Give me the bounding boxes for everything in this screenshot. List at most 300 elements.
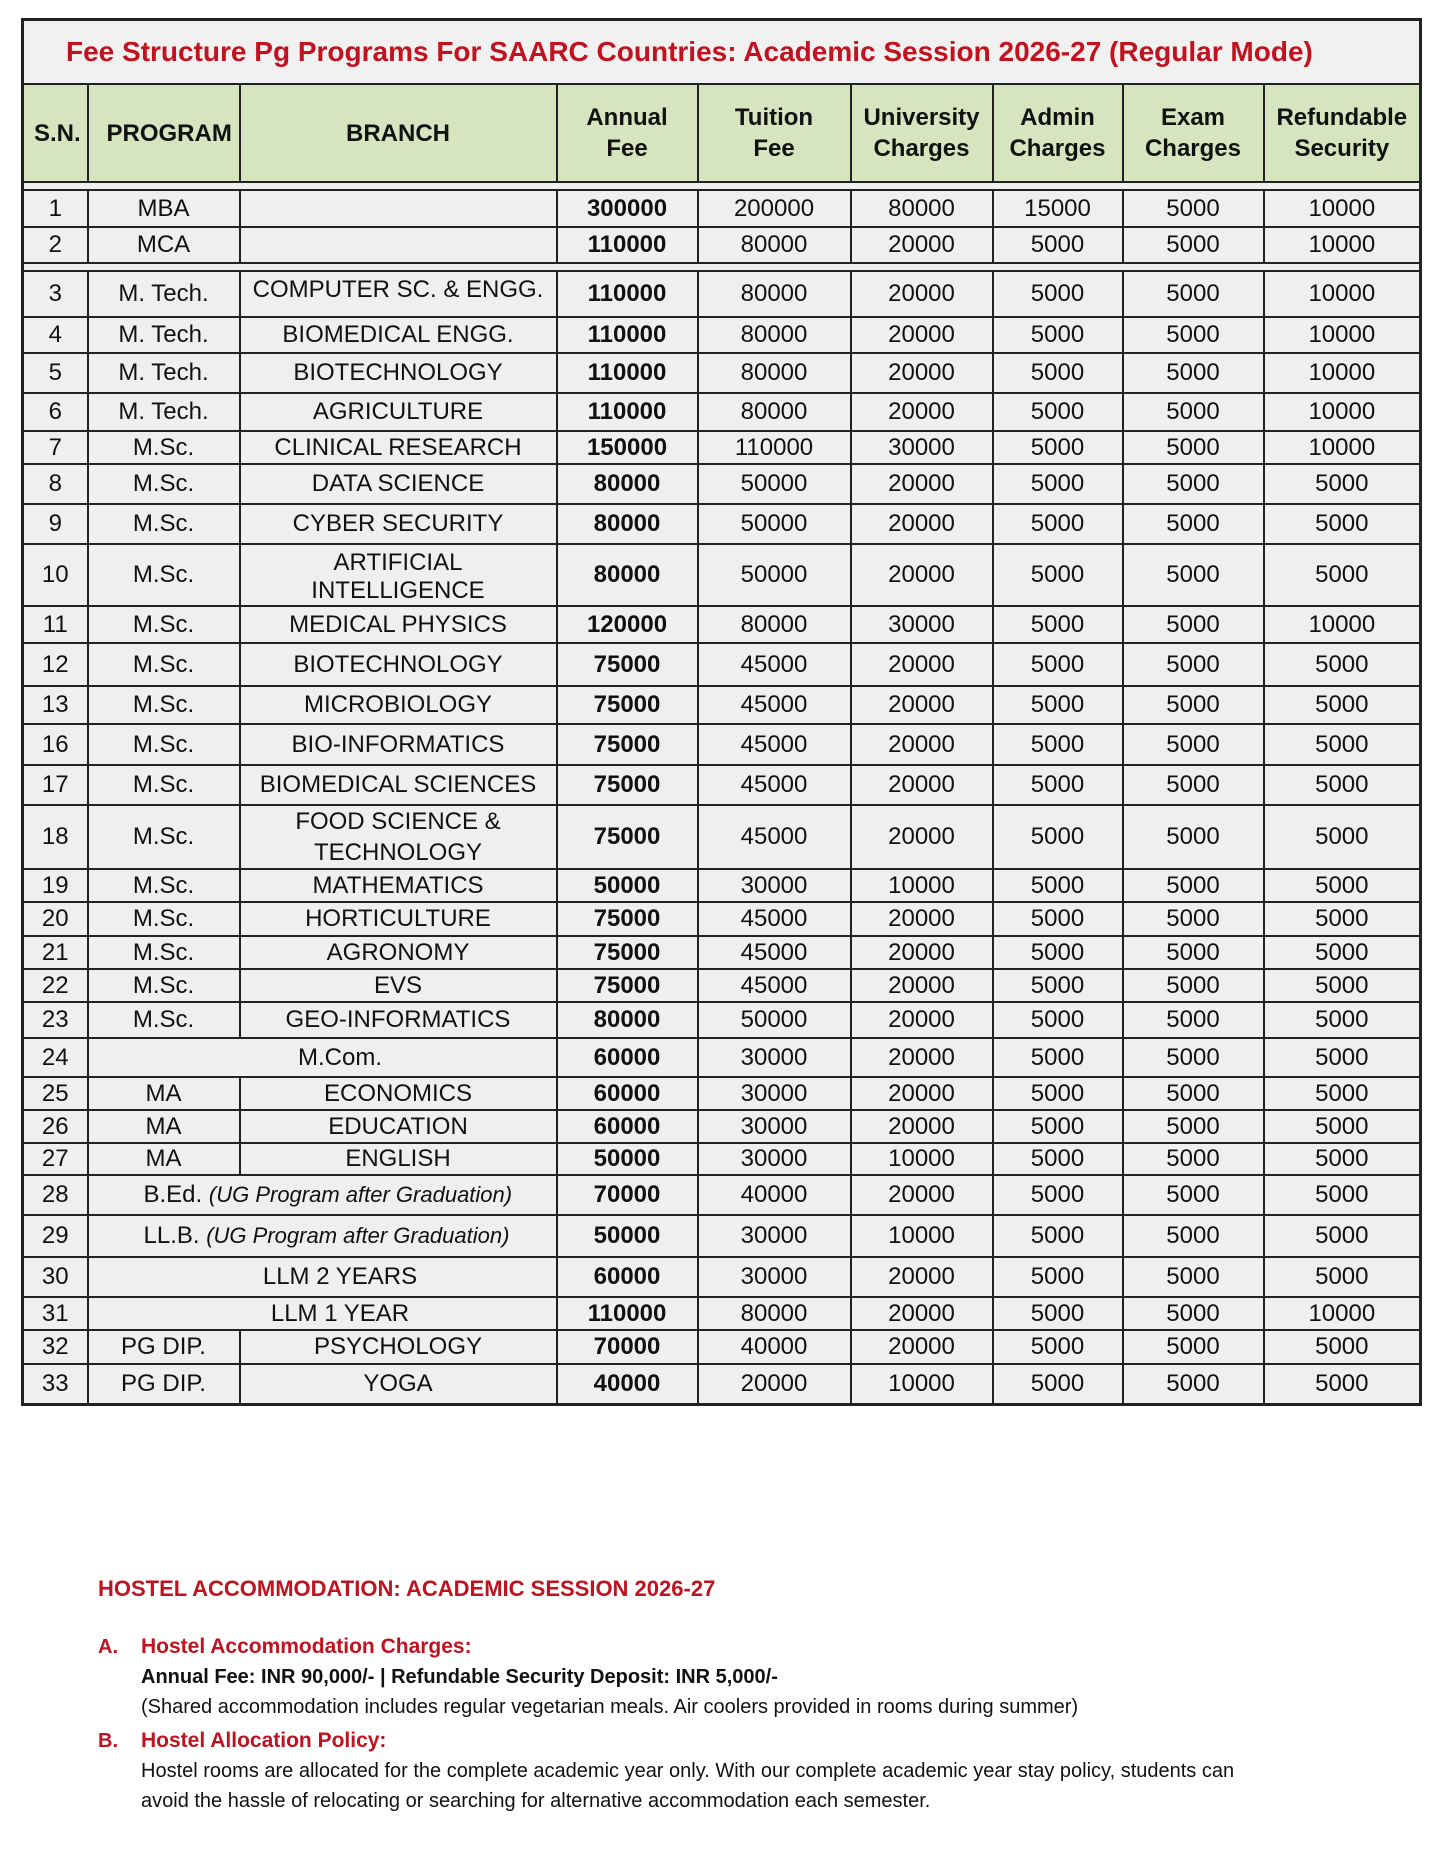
table-row — [23, 686, 1421, 724]
table-row — [23, 1330, 1421, 1364]
cell-tuition: 45000 — [698, 969, 851, 1002]
cell-exam: 5000 — [1123, 227, 1264, 263]
cell-admin: 5000 — [993, 353, 1123, 393]
cell-admin: 5000 — [993, 902, 1123, 936]
cell-tuition: 110000 — [698, 431, 851, 464]
header-security-line1: Refundable — [1276, 104, 1408, 131]
table-row — [23, 1002, 1421, 1038]
spacer-cell — [23, 263, 1421, 271]
branch-line-1: FOOD SCIENCE & — [295, 808, 501, 835]
table-row — [23, 317, 1421, 353]
cell-sn: 27 — [23, 1143, 88, 1175]
cell-admin: 5000 — [993, 805, 1123, 869]
cell-sn: 22 — [23, 969, 88, 1002]
cell-sn: 21 — [23, 936, 88, 969]
cell-exam: 5000 — [1123, 353, 1264, 393]
header-tuition-line1: Tuition — [734, 104, 814, 131]
table-row — [23, 1077, 1421, 1110]
cell-tuition: 30000 — [698, 1257, 851, 1297]
cell-sn: 11 — [23, 606, 88, 643]
cell-security: 10000 — [1264, 271, 1421, 317]
cell-exam: 5000 — [1123, 1110, 1264, 1143]
table-row — [23, 544, 1421, 606]
cell-program: MA — [88, 1110, 240, 1143]
cell-security: 10000 — [1264, 227, 1421, 263]
cell-tuition: 45000 — [698, 765, 851, 805]
cell-branch: BIOTECHNOLOGY — [240, 643, 557, 686]
header-exam-line1: Exam — [1160, 104, 1226, 131]
cell-exam: 5000 — [1123, 190, 1264, 227]
hostel-item-a — [98, 1632, 1398, 1722]
cell-security: 5000 — [1264, 464, 1421, 504]
header-spacer-row — [23, 182, 1421, 190]
table-row — [23, 1297, 1421, 1330]
cell-annual: 75000 — [557, 969, 698, 1002]
cell-exam: 5000 — [1123, 969, 1264, 1002]
cell-sn: 25 — [23, 1077, 88, 1110]
cell-tuition: 50000 — [698, 464, 851, 504]
table-row — [23, 765, 1421, 805]
hostel-item-b-letter: B. — [98, 1730, 118, 1752]
cell-security: 5000 — [1264, 1143, 1421, 1175]
cell-branch: GEO-INFORMATICS — [240, 1002, 557, 1038]
cell-branch: MATHEMATICS — [240, 869, 557, 902]
cell-annual: 75000 — [557, 805, 698, 869]
cell-annual: 60000 — [557, 1077, 698, 1110]
cell-exam: 5000 — [1123, 1364, 1264, 1404]
cell-exam: 5000 — [1123, 1257, 1264, 1297]
cell-university: 20000 — [851, 805, 993, 869]
cell-annual: 110000 — [557, 393, 698, 431]
cell-admin: 5000 — [993, 969, 1123, 1002]
cell-admin: 5000 — [993, 606, 1123, 643]
header-sn: S.N. — [23, 84, 88, 182]
cell-university: 10000 — [851, 869, 993, 902]
cell-university: 20000 — [851, 353, 993, 393]
program-label: LLM 1 YEAR — [270, 1299, 410, 1327]
cell-university: 20000 — [851, 1002, 993, 1038]
cell-program: MCA — [88, 227, 240, 263]
table-row — [23, 1110, 1421, 1143]
cell-branch: HORTICULTURE — [240, 902, 557, 936]
cell-sn: 32 — [23, 1330, 88, 1364]
cell-branch: YOGA — [240, 1364, 557, 1404]
cell-program: M.Sc. — [88, 464, 240, 504]
cell-admin: 5000 — [993, 317, 1123, 353]
cell-tuition: 45000 — [698, 686, 851, 724]
cell-tuition: 45000 — [698, 805, 851, 869]
cell-security: 5000 — [1264, 1215, 1421, 1257]
cell-annual: 75000 — [557, 724, 698, 765]
cell-admin: 5000 — [993, 271, 1123, 317]
cell-sn: 28 — [23, 1175, 88, 1215]
cell-annual: 60000 — [557, 1257, 698, 1297]
cell-exam: 5000 — [1123, 869, 1264, 902]
header-admin-charges — [993, 84, 1123, 182]
hostel-fee-line: Annual Fee: INR 90,000/- | Refundable Security Deposit: INR 5,000/- — [141, 1666, 778, 1688]
cell-annual: 75000 — [557, 936, 698, 969]
cell-branch: EDUCATION — [240, 1110, 557, 1143]
cell-tuition: 30000 — [698, 1143, 851, 1175]
cell-program: M. Tech. — [88, 317, 240, 353]
cell-program: M.Sc. — [88, 765, 240, 805]
table-row — [23, 1215, 1421, 1257]
cell-exam: 5000 — [1123, 271, 1264, 317]
cell-sn: 16 — [23, 724, 88, 765]
cell-program: MBA — [88, 190, 240, 227]
cell-university: 20000 — [851, 544, 993, 606]
table-row — [23, 271, 1421, 317]
cell-security: 10000 — [1264, 1297, 1421, 1330]
cell-sn: 18 — [23, 805, 88, 869]
header-exam-charges — [1123, 84, 1264, 182]
cell-university: 20000 — [851, 1110, 993, 1143]
cell-tuition: 50000 — [698, 544, 851, 606]
cell-tuition: 45000 — [698, 724, 851, 765]
cell-branch: PSYCHOLOGY — [240, 1330, 557, 1364]
cell-program: M.Sc. — [88, 606, 240, 643]
cell-tuition: 20000 — [698, 1364, 851, 1404]
cell-admin: 5000 — [993, 686, 1123, 724]
table-row — [23, 1143, 1421, 1175]
cell-exam: 5000 — [1123, 1215, 1264, 1257]
cell-security: 5000 — [1264, 1002, 1421, 1038]
cell-sn: 8 — [23, 464, 88, 504]
cell-sn: 23 — [23, 1002, 88, 1038]
cell-admin: 5000 — [993, 1110, 1123, 1143]
cell-annual: 50000 — [557, 1215, 698, 1257]
table-header-row — [23, 84, 1421, 182]
header-annual-fee — [557, 84, 698, 182]
cell-admin: 5000 — [993, 1257, 1123, 1297]
cell-tuition: 40000 — [698, 1330, 851, 1364]
cell-program: M.Sc. — [88, 724, 240, 765]
cell-admin: 5000 — [993, 936, 1123, 969]
cell-university: 20000 — [851, 504, 993, 544]
table-row — [23, 504, 1421, 544]
cell-sn: 17 — [23, 765, 88, 805]
cell-admin: 15000 — [993, 190, 1123, 227]
cell-university: 20000 — [851, 686, 993, 724]
cell-security: 5000 — [1264, 1364, 1421, 1404]
cell-exam: 5000 — [1123, 504, 1264, 544]
cell-annual: 75000 — [557, 643, 698, 686]
cell-university: 20000 — [851, 317, 993, 353]
cell-program: M.Sc. — [88, 969, 240, 1002]
cell-branch — [240, 190, 557, 227]
cell-sn: 10 — [23, 544, 88, 606]
cell-exam: 5000 — [1123, 765, 1264, 805]
header-security-line2: Security — [1294, 135, 1390, 162]
cell-program: M.Sc. — [88, 643, 240, 686]
cell-exam: 5000 — [1123, 393, 1264, 431]
cell-annual: 40000 — [557, 1364, 698, 1404]
cell-branch — [240, 805, 557, 869]
cell-security: 10000 — [1264, 317, 1421, 353]
cell-sn: 4 — [23, 317, 88, 353]
cell-sn: 6 — [23, 393, 88, 431]
cell-security: 5000 — [1264, 969, 1421, 1002]
cell-sn: 1 — [23, 190, 88, 227]
hostel-charges-heading: Hostel Accommodation Charges: — [141, 1635, 472, 1658]
table-row — [23, 353, 1421, 393]
cell-university: 20000 — [851, 643, 993, 686]
cell-admin: 5000 — [993, 1038, 1123, 1077]
cell-exam: 5000 — [1123, 686, 1264, 724]
cell-sn: 31 — [23, 1297, 88, 1330]
cell-exam: 5000 — [1123, 805, 1264, 869]
hostel-policy-line-2: avoid the hassle of relocating or searching for alternative accommodation each semester. — [141, 1790, 931, 1812]
cell-program: M.Sc. — [88, 869, 240, 902]
cell-branch: ARTIFICIAL INTELLIGENCE — [240, 544, 557, 606]
header-annual-line2: Fee — [606, 135, 648, 162]
cell-tuition: 80000 — [698, 317, 851, 353]
cell-tuition: 80000 — [698, 606, 851, 643]
cell-university: 20000 — [851, 902, 993, 936]
header-refundable-security — [1264, 84, 1421, 182]
cell-branch: EVS — [240, 969, 557, 1002]
cell-branch: ENGLISH — [240, 1143, 557, 1175]
cell-program: M. Tech. — [88, 353, 240, 393]
cell-university: 10000 — [851, 1143, 993, 1175]
cell-branch: CLINICAL RESEARCH — [240, 431, 557, 464]
cell-university: 20000 — [851, 936, 993, 969]
table-row — [23, 724, 1421, 765]
header-admin-line1: Admin — [1020, 104, 1095, 131]
table-row — [23, 902, 1421, 936]
cell-annual: 80000 — [557, 504, 698, 544]
cell-exam: 5000 — [1123, 1077, 1264, 1110]
cell-security: 5000 — [1264, 686, 1421, 724]
cell-branch: BIOMEDICAL ENGG. — [240, 317, 557, 353]
cell-tuition: 45000 — [698, 902, 851, 936]
cell-branch: CYBER SECURITY — [240, 504, 557, 544]
cell-security: 10000 — [1264, 353, 1421, 393]
cell-admin: 5000 — [993, 724, 1123, 765]
cell-program: M.Sc. — [88, 686, 240, 724]
cell-tuition: 80000 — [698, 271, 851, 317]
cell-branch: BIO-INFORMATICS — [240, 724, 557, 765]
cell-admin: 5000 — [993, 1330, 1123, 1364]
header-tuition-line2: Fee — [753, 135, 795, 162]
cell-sn: 9 — [23, 504, 88, 544]
cell-security: 10000 — [1264, 393, 1421, 431]
cell-university: 20000 — [851, 765, 993, 805]
cell-exam: 5000 — [1123, 431, 1264, 464]
cell-sn: 29 — [23, 1215, 88, 1257]
cell-admin: 5000 — [993, 544, 1123, 606]
cell-tuition: 200000 — [698, 190, 851, 227]
cell-exam: 5000 — [1123, 724, 1264, 765]
cell-program-merged — [88, 1175, 557, 1215]
fee-structure-table-wrapper — [21, 18, 1419, 1406]
cell-sn: 5 — [23, 353, 88, 393]
cell-annual: 300000 — [557, 190, 698, 227]
cell-tuition: 40000 — [698, 1175, 851, 1215]
cell-branch: AGRONOMY — [240, 936, 557, 969]
cell-exam: 5000 — [1123, 902, 1264, 936]
cell-admin: 5000 — [993, 431, 1123, 464]
cell-university: 20000 — [851, 1077, 993, 1110]
cell-admin: 5000 — [993, 464, 1123, 504]
table-row — [23, 1364, 1421, 1404]
cell-branch: BIOMEDICAL SCIENCES — [240, 765, 557, 805]
header-university-line1: University — [863, 104, 980, 131]
header-branch: BRANCH — [240, 84, 557, 182]
cell-university: 80000 — [851, 190, 993, 227]
hostel-section — [98, 1576, 1398, 1820]
hostel-policy-heading: Hostel Allocation Policy: — [141, 1729, 387, 1752]
cell-exam: 5000 — [1123, 1002, 1264, 1038]
cell-program: M.Sc. — [88, 805, 240, 869]
cell-admin: 5000 — [993, 1215, 1123, 1257]
hostel-section-title: HOSTEL ACCOMMODATION: ACADEMIC SESSION 2026-27 — [98, 1576, 716, 1601]
cell-security: 5000 — [1264, 724, 1421, 765]
cell-security: 5000 — [1264, 805, 1421, 869]
cell-admin: 5000 — [993, 227, 1123, 263]
header-admin-line2: Charges — [1009, 135, 1106, 162]
table-row — [23, 464, 1421, 504]
cell-admin: 5000 — [993, 869, 1123, 902]
cell-program: M.Sc. — [88, 504, 240, 544]
table-row — [23, 805, 1421, 869]
cell-university: 10000 — [851, 1364, 993, 1404]
cell-branch: BIOTECHNOLOGY — [240, 353, 557, 393]
spacer-row — [23, 263, 1421, 271]
cell-university: 20000 — [851, 393, 993, 431]
cell-annual: 110000 — [557, 353, 698, 393]
cell-admin: 5000 — [993, 765, 1123, 805]
cell-branch: COMPUTER SC. & ENGG. — [240, 271, 557, 317]
cell-program: M.Sc. — [88, 902, 240, 936]
cell-tuition: 30000 — [698, 1110, 851, 1143]
branch-line-2: TECHNOLOGY — [313, 839, 483, 866]
hostel-item-b — [98, 1726, 1398, 1816]
cell-branch: DATA SCIENCE — [240, 464, 557, 504]
table-row — [23, 431, 1421, 464]
cell-annual: 120000 — [557, 606, 698, 643]
cell-sn: 2 — [23, 227, 88, 263]
cell-tuition: 80000 — [698, 227, 851, 263]
cell-admin: 5000 — [993, 1002, 1123, 1038]
cell-annual: 75000 — [557, 765, 698, 805]
program-label: M.Com. — [298, 1043, 382, 1071]
cell-tuition: 30000 — [698, 1215, 851, 1257]
cell-exam: 5000 — [1123, 1038, 1264, 1077]
header-annual-line1: Annual — [586, 104, 668, 131]
header-program: PROGRAM — [88, 84, 240, 182]
cell-tuition: 30000 — [698, 1038, 851, 1077]
cell-exam: 5000 — [1123, 464, 1264, 504]
table-row — [23, 393, 1421, 431]
cell-annual: 110000 — [557, 317, 698, 353]
fee-structure-table — [21, 18, 1422, 1406]
cell-branch: ECONOMICS — [240, 1077, 557, 1110]
cell-security: 5000 — [1264, 936, 1421, 969]
cell-annual: 70000 — [557, 1330, 698, 1364]
cell-program: MA — [88, 1077, 240, 1110]
cell-university: 30000 — [851, 606, 993, 643]
cell-annual: 50000 — [557, 1143, 698, 1175]
cell-university: 20000 — [851, 464, 993, 504]
cell-admin: 5000 — [993, 1077, 1123, 1110]
cell-tuition: 80000 — [698, 393, 851, 431]
cell-exam: 5000 — [1123, 1330, 1264, 1364]
cell-annual: 110000 — [557, 271, 698, 317]
cell-tuition: 45000 — [698, 936, 851, 969]
cell-admin: 5000 — [993, 1364, 1123, 1404]
cell-program: M.Sc. — [88, 936, 240, 969]
cell-sn: 19 — [23, 869, 88, 902]
cell-sn: 30 — [23, 1257, 88, 1297]
cell-branch: MEDICAL PHYSICS — [240, 606, 557, 643]
table-row — [23, 643, 1421, 686]
cell-tuition: 50000 — [698, 504, 851, 544]
cell-exam: 5000 — [1123, 643, 1264, 686]
program-label: LL.B. — [143, 1222, 200, 1249]
cell-security: 5000 — [1264, 765, 1421, 805]
hostel-policy-line-1: Hostel rooms are allocated for the complete academic year only. With our complete academic year stay policy, students can — [141, 1760, 1235, 1782]
cell-tuition: 80000 — [698, 1297, 851, 1330]
cell-annual: 70000 — [557, 1175, 698, 1215]
cell-annual: 50000 — [557, 869, 698, 902]
cell-security: 5000 — [1264, 1038, 1421, 1077]
cell-security: 5000 — [1264, 544, 1421, 606]
cell-annual: 60000 — [557, 1110, 698, 1143]
cell-security: 5000 — [1264, 869, 1421, 902]
cell-sn: 33 — [23, 1364, 88, 1404]
cell-branch — [240, 227, 557, 263]
cell-tuition: 80000 — [698, 353, 851, 393]
table-row — [23, 1038, 1421, 1077]
cell-program-merged — [88, 1297, 557, 1330]
cell-tuition: 45000 — [698, 643, 851, 686]
table-body — [23, 182, 1421, 1404]
cell-program: M.Sc. — [88, 544, 240, 606]
cell-university: 20000 — [851, 724, 993, 765]
cell-sn: 13 — [23, 686, 88, 724]
table-row — [23, 969, 1421, 1002]
cell-branch: MICROBIOLOGY — [240, 686, 557, 724]
program-note: (UG Program after Graduation) — [206, 1223, 510, 1248]
cell-program: M.Sc. — [88, 431, 240, 464]
cell-university: 20000 — [851, 227, 993, 263]
cell-exam: 5000 — [1123, 1297, 1264, 1330]
table-row — [23, 1257, 1421, 1297]
header-exam-line2: Charges — [1144, 135, 1242, 162]
cell-annual: 80000 — [557, 464, 698, 504]
cell-university: 20000 — [851, 1175, 993, 1215]
cell-admin: 5000 — [993, 1143, 1123, 1175]
cell-annual: 110000 — [557, 1297, 698, 1330]
cell-exam: 5000 — [1123, 1175, 1264, 1215]
cell-sn: 12 — [23, 643, 88, 686]
cell-university: 20000 — [851, 1257, 993, 1297]
cell-university: 10000 — [851, 1215, 993, 1257]
table-row — [23, 869, 1421, 902]
cell-admin: 5000 — [993, 504, 1123, 544]
cell-university: 30000 — [851, 431, 993, 464]
cell-university: 20000 — [851, 271, 993, 317]
cell-admin: 5000 — [993, 643, 1123, 686]
cell-annual: 75000 — [557, 686, 698, 724]
table-row — [23, 606, 1421, 643]
cell-exam: 5000 — [1123, 606, 1264, 643]
spacer-cell — [23, 182, 1421, 190]
hostel-fee-note: (Shared accommodation includes regular vegetarian meals. Air coolers provided in rooms during summer) — [141, 1696, 1079, 1718]
cell-tuition: 30000 — [698, 1077, 851, 1110]
program-label: LLM 2 YEARS — [262, 1263, 418, 1290]
